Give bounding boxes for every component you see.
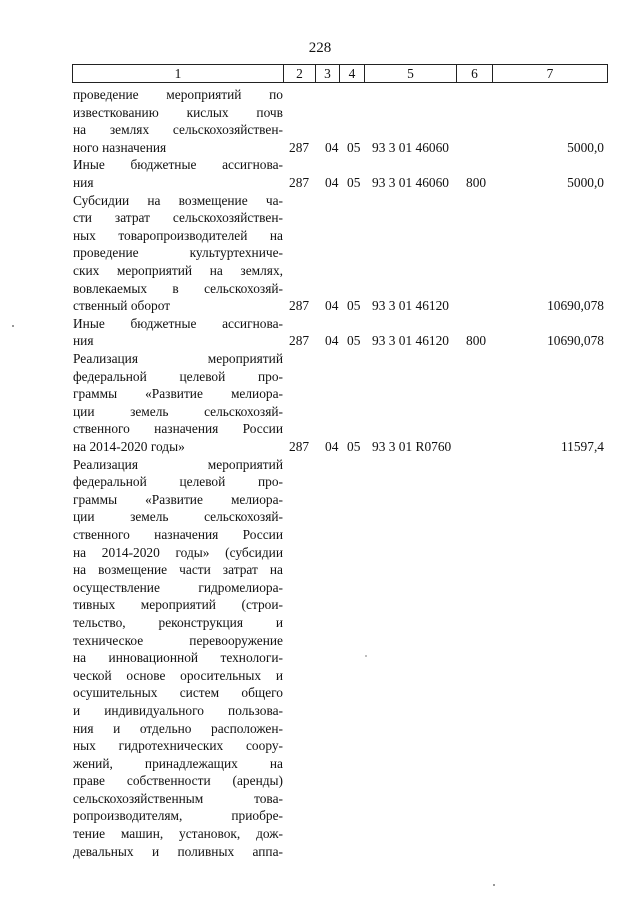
description-line: ственный оборот [73, 298, 171, 314]
scan-speck [493, 884, 495, 886]
description-line: осушительных систем общего [73, 685, 283, 701]
amount: 10690,078 [547, 298, 604, 314]
code-rz: 04 [325, 174, 339, 190]
code-cs: 93 3 01 46060 [372, 139, 449, 155]
description-line: ропроизводителям, приобре- [73, 808, 283, 824]
column-header-3: 3 [316, 65, 340, 82]
table-header [72, 64, 608, 83]
description-line: и индивидуального пользова- [73, 702, 283, 718]
description-line: тивных мероприятий (строи- [73, 597, 283, 613]
description-line: ния [73, 174, 94, 190]
column-header-6: 6 [457, 65, 493, 82]
description-line: ных товаропроизводителей на [73, 227, 283, 243]
description-line: вовлекаемых в сельскохозяй- [73, 280, 283, 296]
code-cs: 93 3 01 46120 [372, 298, 449, 314]
column-header-4: 4 [340, 65, 365, 82]
code-pr: 05 [347, 174, 361, 190]
description-line: известкованию кислых почв [73, 104, 283, 120]
row-description [73, 86, 283, 156]
column-header-7: 7 [546, 66, 554, 81]
description-line: Реализация мероприятий [73, 456, 283, 472]
code-vr: 800 [466, 333, 487, 349]
code-gr: 287 [289, 439, 310, 454]
description-line: Иные бюджетные ассигнова- [73, 157, 283, 173]
description-line: Реализация мероприятий [73, 351, 283, 366]
code-rz: 04 [325, 139, 339, 155]
description-line: осуществление гидромелиора- [73, 579, 283, 595]
code-gr: 287 [289, 139, 310, 155]
description-line: жений, принадлежащих на [73, 755, 283, 771]
code-gr: 287 [289, 298, 310, 314]
code-gr: 287 [289, 174, 310, 190]
scan-speck [365, 655, 367, 657]
column-header-2: 2 [284, 65, 316, 82]
row-description [73, 315, 283, 350]
row-description [73, 350, 283, 456]
description-line: граммы «Развитие мелиора- [73, 491, 283, 507]
description-line: федеральной целевой про- [73, 368, 283, 384]
scan-speck [12, 325, 14, 327]
description-line: на инновационной технологи- [73, 650, 283, 666]
row-description [73, 156, 283, 191]
description-line: на 2014-2020 годы» (субсидии [73, 544, 283, 560]
row-description [73, 192, 283, 315]
description-line: ния и отдельно расположен- [73, 720, 283, 736]
code-pr: 05 [347, 298, 361, 314]
description-line: на возмещение части затрат на [73, 562, 283, 578]
description-line: на землях сельскохозяйствен- [73, 122, 283, 138]
row-description [73, 456, 283, 861]
description-line: сти затрат сельскохозяйствен- [73, 210, 283, 226]
description-line: Иные бюджетные ассигнова- [73, 315, 283, 331]
code-rz: 04 [325, 298, 339, 314]
description-line: ных гидротехнических соору- [73, 738, 283, 754]
description-line: сельскохозяйственным това- [73, 790, 283, 806]
amount: 5000,0 [567, 174, 604, 190]
description-line: Субсидии на возмещение ча- [73, 192, 283, 208]
description-line: ции земель сельскохозяй- [73, 403, 283, 419]
description-line: проведение мероприятий по [73, 87, 283, 102]
amount: 11597,4 [560, 439, 604, 454]
code-cs: 93 3 01 46060 [372, 174, 449, 190]
code-pr: 05 [347, 333, 361, 349]
description-line: тельство, реконструкция и [73, 614, 283, 630]
description-line: граммы «Развитие мелиора- [73, 386, 283, 402]
description-line: ния [73, 333, 94, 349]
column-header-1: 1 [73, 65, 284, 82]
description-line: федеральной целевой про- [73, 474, 283, 490]
amount: 10690,078 [547, 333, 604, 349]
description-line: техническое перевооружение [73, 632, 283, 648]
description-line: ции земель сельскохозяй- [73, 509, 283, 525]
page-number: 228 [308, 40, 332, 56]
description-line: ских мероприятий на землях, [73, 262, 283, 278]
code-cs: 93 3 01 R0760 [372, 439, 452, 454]
code-rz: 04 [325, 439, 339, 454]
code-pr: 05 [347, 139, 361, 155]
amount: 5000,0 [567, 139, 604, 155]
code-rz: 04 [325, 333, 339, 349]
description-line: девальных и поливных аппа- [73, 843, 283, 859]
code-vr: 800 [466, 174, 487, 190]
code-pr: 05 [347, 439, 361, 454]
description-line: тение машин, установок, дож- [73, 826, 283, 842]
description-line: ственного назначения России [73, 421, 283, 437]
description-line: проведение культуртехниче- [73, 245, 283, 261]
description-line: ного назначения [73, 139, 167, 155]
description-line: ственного назначения России [73, 526, 283, 542]
description-line: ческой основе оросительных и [73, 667, 283, 683]
code-cs: 93 3 01 46120 [372, 333, 449, 349]
description-line: праве собственности (аренды) [73, 773, 283, 789]
description-line: на 2014-2020 годы» [73, 438, 185, 454]
code-gr: 287 [289, 333, 310, 349]
column-header-5: 5 [365, 65, 457, 82]
